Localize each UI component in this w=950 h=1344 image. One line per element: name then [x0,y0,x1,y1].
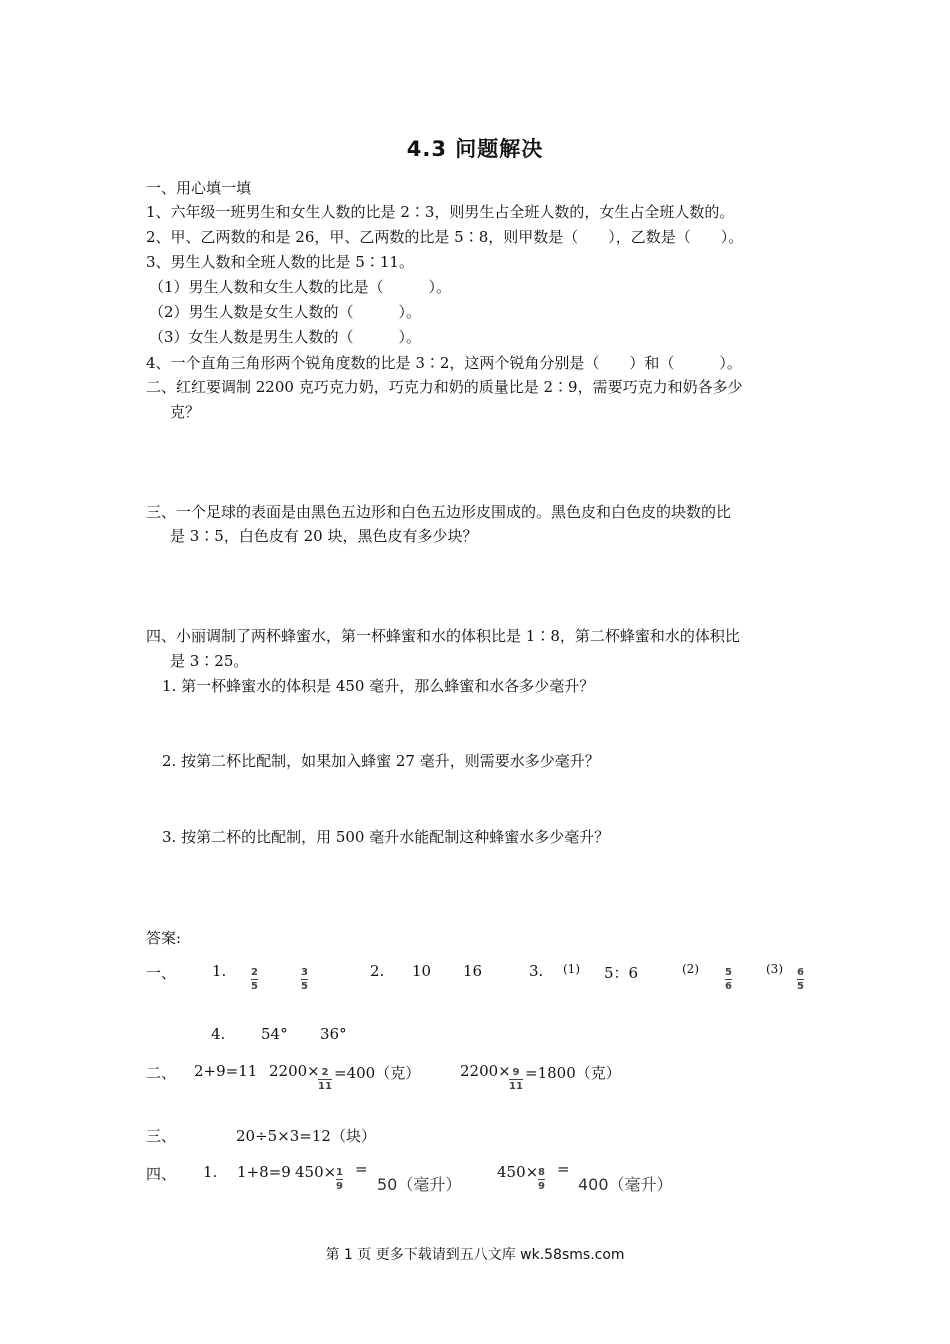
answer1-label: 一、 [146,964,177,982]
answer2-expr1-right: =400（克） [334,1064,421,1082]
answer4-fraction-2: 8 9 [538,1167,545,1192]
answer3-label: 三、 [146,1127,177,1145]
answer1-n4: 4. [211,1025,226,1043]
answer2-expr2-right: =1800（克） [525,1064,621,1082]
answer1-fraction-1: 2 5 [251,967,258,992]
answer4-equals-1: = [355,1160,368,1178]
answer4-result-1: 50（毫升） [377,1175,462,1194]
answer4-result-2: 400（毫升） [578,1175,673,1194]
section1-q3a: （1）男生人数和女生人数的比是（ ）。 [149,278,452,296]
answer1-value-2a: 10 [412,962,432,980]
answer1-part2-label: (2) [682,962,699,976]
answer1-n1: 1. [212,962,227,980]
section2-line2: 克？ [170,403,201,421]
section1-q1: 1、六年级一班男生和女生人数的比是 2∶3，则男生占全班人数的，女生占全班人数的。 [146,203,735,221]
answer2-fraction-1: 2 11 [318,1067,332,1092]
section1-q4: 4、一个直角三角形两个锐角度数的比是 3∶2，这两个锐角分别是（ ）和（ ）。 [146,354,742,372]
answer4-fraction-1: 1 9 [336,1167,343,1192]
answer3-expr: 20÷5×3=12（块） [236,1127,376,1145]
section4-sub2: 2. 按第二杯比配制，如果加入蜂蜜 27 毫升，则需要水多少毫升？ [162,752,600,770]
section1-q3c: （3）女生人数是男生人数的（ ）。 [149,328,422,346]
answer2-expr1-left: 2200× [269,1062,320,1080]
section2-line1: 二、红红要调制 2200 克巧克力奶，巧克力和奶的质量比是 2∶9，需要巧克力和奶各多少 [146,378,743,396]
section4-line1: 四、小丽调制了两杯蜂蜜水，第一杯蜂蜜和水的体积比是 1∶8，第二杯蜂蜜和水的体积比 [146,627,740,645]
answer1-fraction-2: 3 5 [301,967,308,992]
section4-sub1: 1. 第一杯蜂蜜水的体积是 450 毫升，那么蜂蜜和水各多少毫升？ [162,677,595,695]
answer4-label: 四、 [146,1165,177,1183]
answer1-part3-label: (3) [766,962,783,976]
answer4-step1: 1+8=9 [237,1163,291,1181]
answer4-expr1-left: 450× [295,1163,337,1181]
answer2-step1: 2+9=11 [194,1062,258,1080]
answer1-fraction-3: 5 6 [725,967,732,992]
answer1-part1-label: (1) [563,962,580,976]
answer2-expr2-left: 2200× [460,1062,511,1080]
answer1-fraction-4: 6 5 [797,967,804,992]
section3-line1: 三、一个足球的表面是由黑色五边形和白色五边形皮围成的。黑色皮和白色皮的块数的比 [146,503,732,521]
answer1-n2: 2. [370,962,385,980]
answer1-value-4a: 54° [261,1025,288,1043]
answer2-label: 二、 [146,1064,177,1082]
answer4-equals-2: = [557,1160,570,1178]
answer1-n3: 3. [529,962,544,980]
section3-line2: 是 3∶5，白色皮有 20 块，黑色皮有多少块？ [170,527,478,545]
section1-q2: 2、甲、乙两数的和是 26，甲、乙两数的比是 5∶8，则甲数是（ ），乙数是（ ）。 [146,228,744,246]
answer2-fraction-2: 9 11 [509,1067,523,1092]
page-footer: 第 1 页 更多下载请到五八文库 wk.58sms.com [325,1247,625,1263]
section1-heading: 一、用心填一填 [146,179,252,197]
answer4-n1: 1. [203,1163,218,1181]
answers-heading: 答案: [146,929,182,947]
answer1-value-2b: 16 [463,962,483,980]
answer1-value-4b: 36° [320,1025,347,1043]
section4-line2: 是 3∶25。 [170,652,249,670]
section4-sub3: 3. 按第二杯的比配制，用 500 毫升水能配制这种蜂蜜水多少毫升？ [162,828,610,846]
answer4-expr2-left: 450× [497,1163,539,1181]
answer1-value-3a: 5：6 [604,964,639,982]
section1-q3b: （2）男生人数是女生人数的（ ）。 [149,303,422,321]
page-title: 4.3 问题解决 [406,137,544,161]
section1-q3: 3、男生人数和全班人数的比是 5∶11。 [146,253,414,271]
